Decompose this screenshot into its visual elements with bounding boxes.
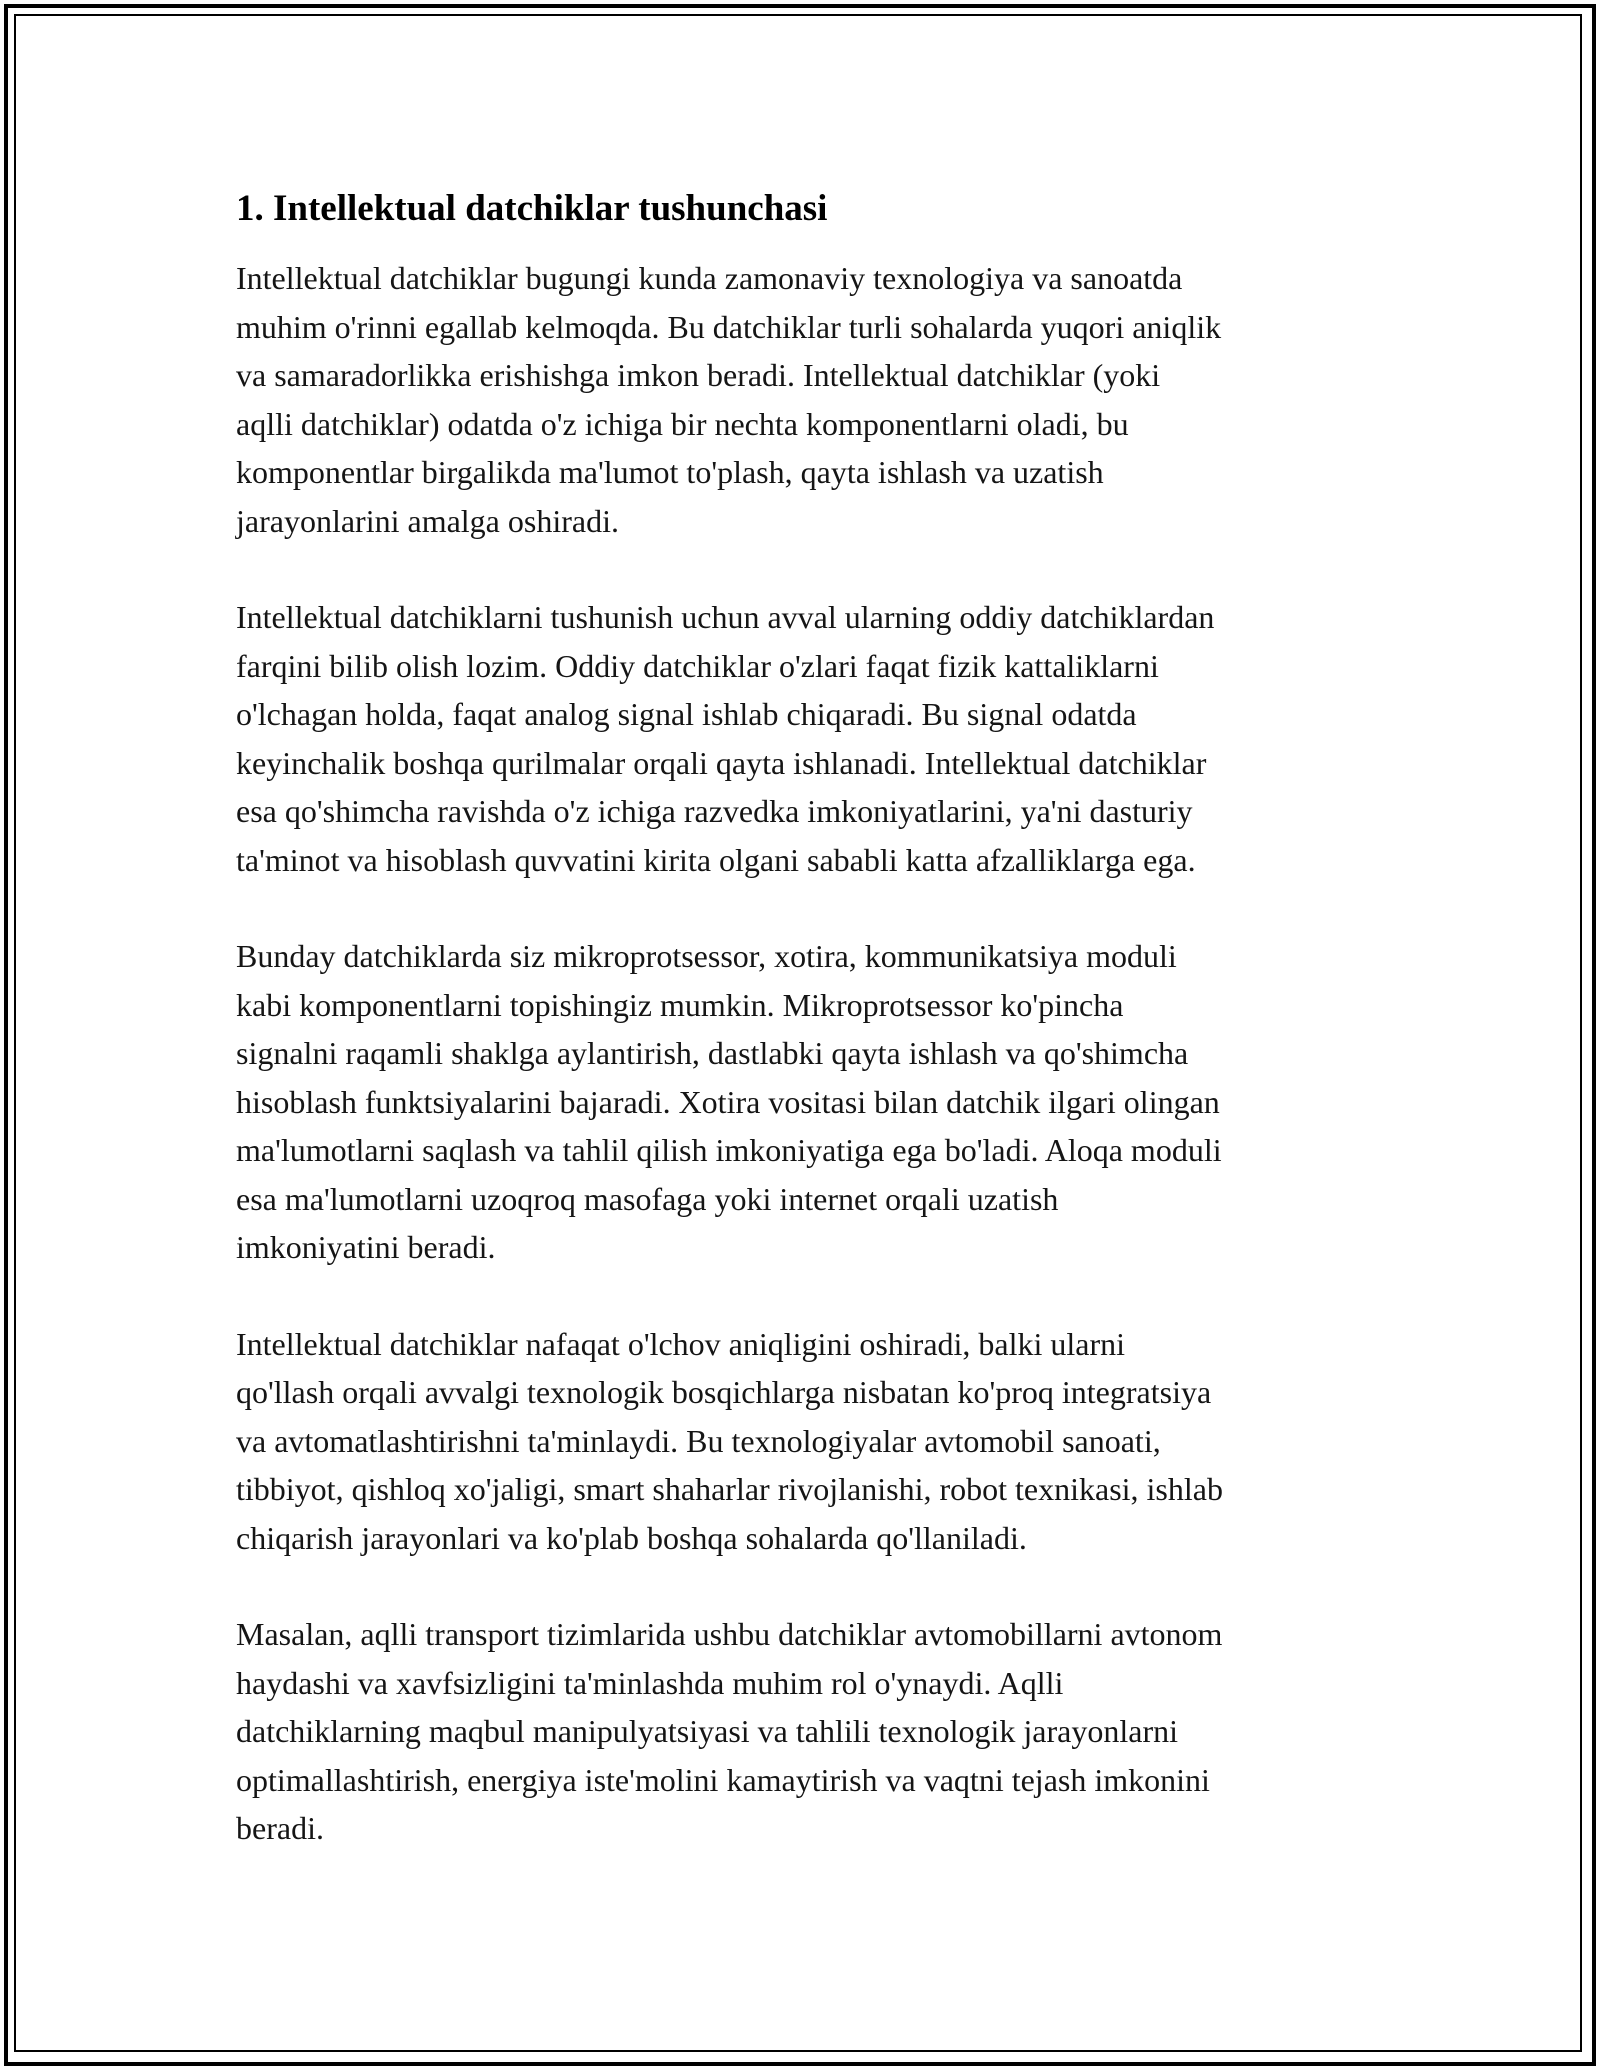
paragraph: Intellektual datchiklar nafaqat o'lchov aniqligini oshiradi, balki ularni qo'llash orqali avvalgi texnologik bosqichlarga nisbatan ko'proq integratsiya va avtomatlashtirishni ta'minlaydi. Bu texnologiyalar avtomobil sanoati, tibbiyot, qishloq xo'jaligi, smart shaharlar rivojlanishi, robot texnikasi, ishlab chiqarish jarayonlari va ko'plab boshqa sohalarda qo'llaniladi. bbox=[236, 1325, 1223, 1556]
section-heading: 1. Intellektual datchiklar tushunchasi bbox=[236, 188, 828, 229]
paragraph: Intellektual datchiklarni tushunish uchun avval ularning oddiy datchiklardan farqini bilib olish lozim. Oddiy datchiklar o'zlari faqat fizik kattaliklarni o'lchagan holda, faqat analog signal ishlab chiqaradi. Bu signal odatda keyinchalik boshqa qurilmalar orqali qayta ishlanadi. Intellektual datchiklar esa qo'shimcha ravishda o'z ichiga razvedka imkoniyatlarini, ya'ni dasturiy ta'minot va hisoblash quvvatini kirita olgani sababli katta afzalliklarga ega. bbox=[236, 599, 1215, 878]
paragraph: Masalan, aqlli transport tizimlarida ushbu datchiklar avtomobillarni avtonom haydashi va xavfsizligini ta'minlashda muhim rol o'ynaydi. Aqlli datchiklarning maqbul manipulyatsiyasi va tahlili texnologik jarayonlarni optimallashtirish, energiya iste'molini kamaytirish va vaqtni tejash imkonini beradi. bbox=[236, 1616, 1223, 1846]
paragraph: Bunday datchiklarda siz mikroprotsessor, xotira, kommunikatsiya moduli kabi komponentlarni topishingiz mumkin. Mikroprotsessor ko'pincha signalni raqamli shaklga aylantirish, dastlabki qayta ishlash va qo'shimcha hisoblash funktsiyalarini bajaradi. Xotira vositasi bilan datchik ilgari olingan ma'lumotlarni saqlash va tahlil qilish imkoniyatiga ega bo'ladi. Aloqa moduli esa ma'lumotlarni uzoqroq masofaga yoki internet orqali uzatish imkoniyatini beradi. bbox=[236, 938, 1222, 1265]
paragraph: Intellektual datchiklar bugungi kunda zamonaviy texnologiya va sanoatda muhim o'rinni egallab kelmoqda. Bu datchiklar turli sohalarda yuqori aniqlik va samaradorlikka erishishga imkon beradi. Intellektual datchiklar (yoki aqlli datchiklar) odatda o'z ichiga bir nechta komponentlarni oladi, bu komponentlar birgalikda ma'lumot to'plash, qayta ishlash va uzatish jarayonlarini amalga oshiradi. bbox=[236, 260, 1222, 539]
document-body bbox=[236, 186, 1376, 1901]
